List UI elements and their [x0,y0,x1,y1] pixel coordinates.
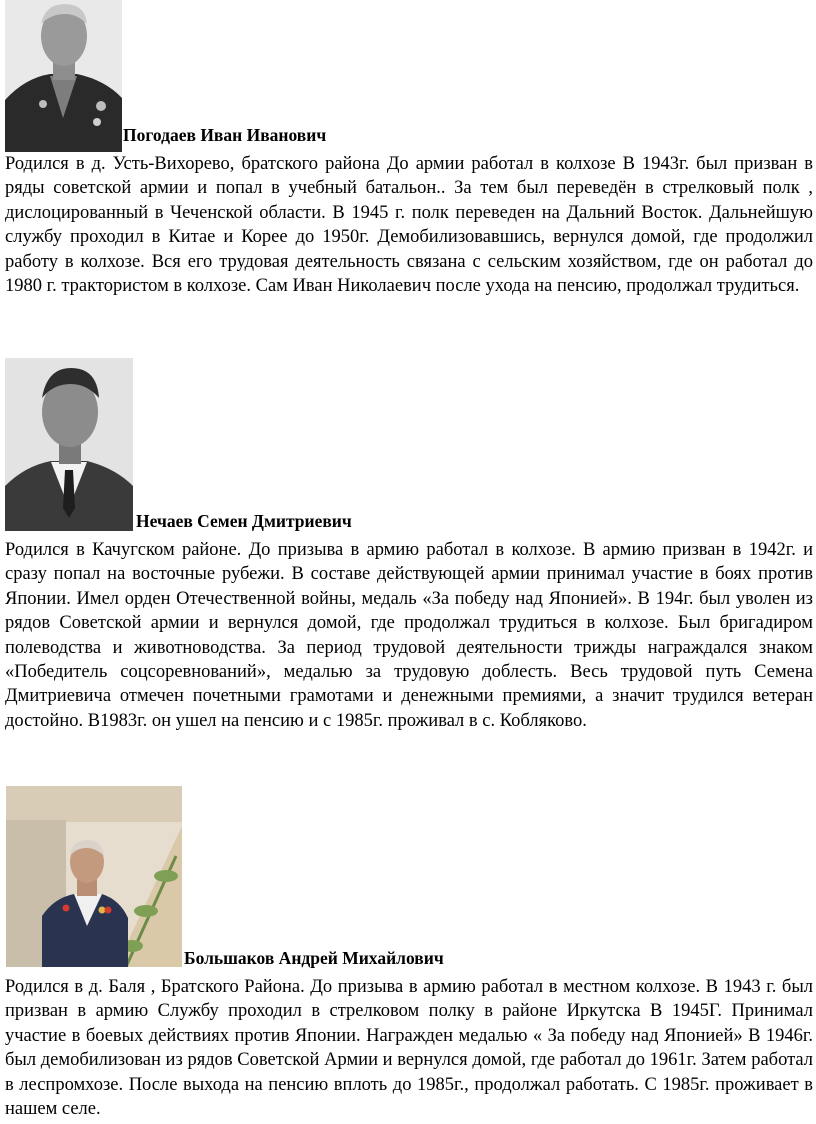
veteran-bio: Родился в Качугском районе. До призыва в армию работал в колхозе. В армию призван в 1942г. и сразу попал на восточные рубежи. В составе действующей армии принимал участие в боях против Японии. Имел орден Отечественной войны, медаль «За победу над Японией». В 194г. был уволен из рядов Советской армии и вернулся домой, где продолжал трудиться в колхозе. Был бригадиром полеводства и животноводства. За период трудовой деятельности трижды награждался знаком «Победитель соцсоревнований», медалью за трудовую доблесть. Весь трудовой путь Семена Дмитриевича отмечен почетными грамотами и денежными премиями, а значит трудился ветеран достойно. В1983г. он ушел на пенсию и с 1985г. проживал в с. Кобляково. [5,540,813,731]
veteran-name: Нечаев Семен Дмитриевич [136,511,352,531]
portrait-photo [5,0,122,152]
portrait-photo [5,358,133,531]
veteran-name: Погодаев Иван Иванович [123,125,327,145]
veteran-bio: Родился в д. Усть-Вихорево, братского района До армии работал в колхозе В 1943г. был призван в ряды советской армии и попал в учебный батальон.. За тем был переведён в стрелковый полк , дислоцированный в Чеченской области. В 1945 г. полк переведен на Дальний Восток. Дальнейшую службу проходил в Китае и Корее до 1950г. Демобилизовавшись, вернулся домой, где продолжил работу в колхозе. Вся его трудовая деятельность связана с сельским хозяйством, где он работал до 1980 г. трактористом в колхозе. Сам Иван Николаевич после ухода на пенсию, продолжал трудиться. [5,154,813,297]
veteran-name: Большаков Андрей Михайлович [184,948,444,968]
portrait-photo [6,786,182,967]
veteran-bio: Родился в д. Баля , Братского Района. До призыва в армию работал в местном колхозе. В 1943 г. был призван в армию Службу проходил в стрелковом полку в районе Иркутска В 1945Г. Принимал участие в боевых действиях против Японии. Награжден медалью « За победу над Японией» В 1946г. был демобилизован из рядов Советской Армии и вернулся домой, где работал до 1961г. Затем работал в леспромхозе. После выхода на пенсию вплоть до 1985г., продолжал работать. С 1985г. проживает в нашем селе. [5,977,813,1120]
